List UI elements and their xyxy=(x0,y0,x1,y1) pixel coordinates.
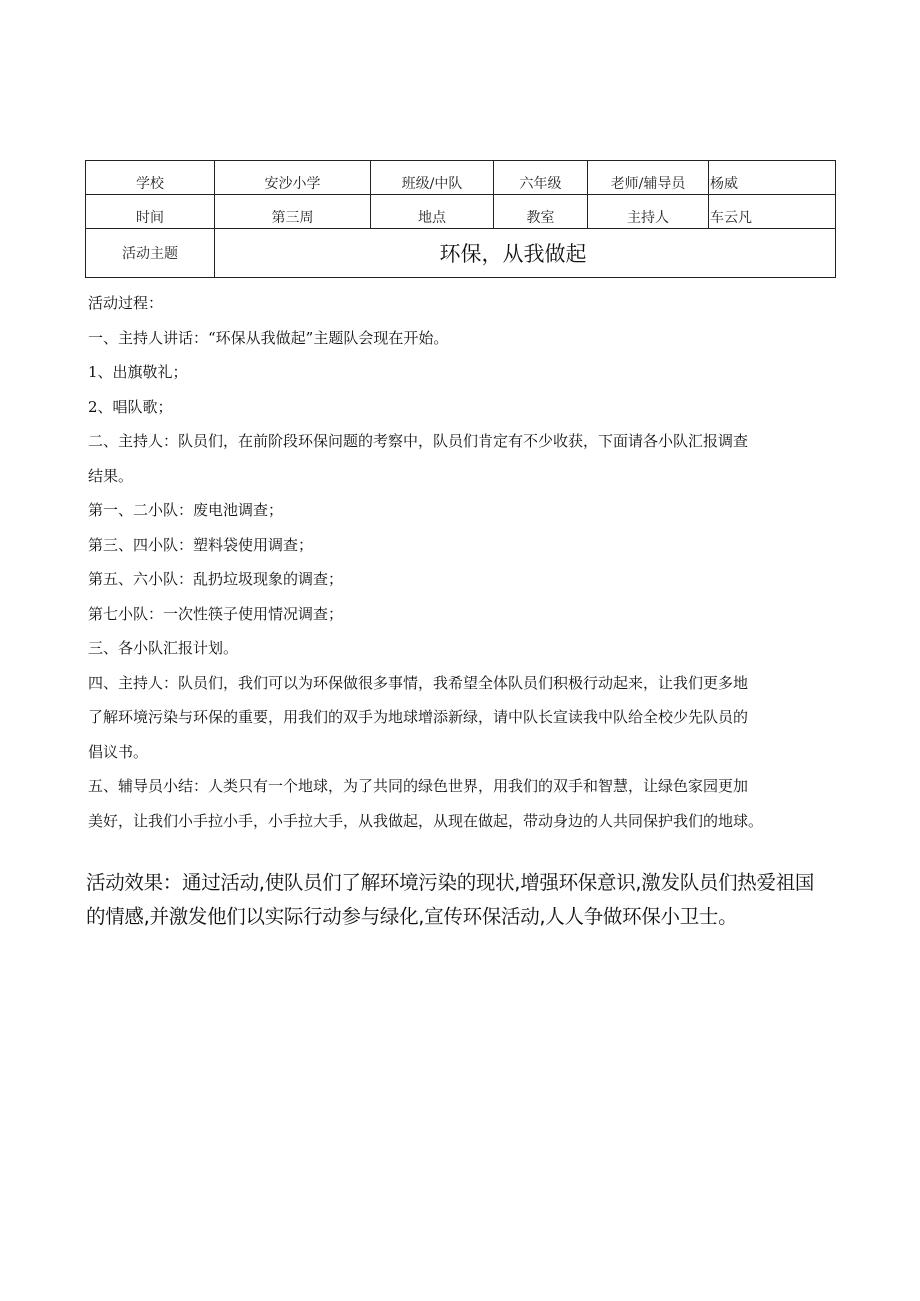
class-label: 班级/中队 xyxy=(371,161,494,195)
process-line: 二、主持人：队员们，在前阶段环保问题的考察中，队员们肯定有不少收获，下面请各小队汇报调查 xyxy=(88,432,749,450)
class-value: 六年级 xyxy=(494,161,588,195)
process-line: 四、主持人：队员们，我们可以为环保做很多事情，我希望全体队员们积极行动起来，让我们更多地 xyxy=(88,673,749,692)
place-value: 教室 xyxy=(494,195,588,229)
process-line: 五、辅导员小结：人类只有一个地球，为了共同的绿色世界，用我们的双手和智慧，让绿色家园更加 xyxy=(88,777,749,795)
process-line: 了解环境污染与环保的重要，用我们的双手为地球增添新绿，请中队长宣读我中队给全校少先队员的 xyxy=(88,708,749,726)
school-value: 安沙小学 xyxy=(215,161,371,195)
host-label: 主持人 xyxy=(588,195,709,229)
time-value: 第三周 xyxy=(215,195,371,229)
process-line: 第一、二小队：废电池调查； xyxy=(88,501,284,519)
process-line: 第七小队：一次性筷子使用情况调查； xyxy=(88,604,344,623)
theme-label: 活动主题 xyxy=(86,229,215,278)
process-line: 1、出旗敬礼； xyxy=(88,363,188,381)
process-line: 第五、六小队：乱扔垃圾现象的调查； xyxy=(88,570,344,588)
place-label: 地点 xyxy=(371,195,494,229)
host-value: 车云凡 xyxy=(709,195,836,229)
table-row xyxy=(86,195,836,229)
table-row xyxy=(86,161,836,195)
activity-process xyxy=(88,286,858,838)
process-line: 结果。 xyxy=(88,466,134,485)
effect-line: 的情感,并激发他们以实际行动参与绿化,宣传环保活动,人人争做环保小卫士。 xyxy=(86,905,738,928)
process-line: 2、唱队歌； xyxy=(88,397,173,416)
process-line: 美好，让我们小手拉小手，小手拉大手，从我做起，从现在做起，带动身边的人共同保护我们的地球。 xyxy=(88,811,764,830)
time-label: 时间 xyxy=(86,195,215,229)
process-line: 第三、四小队：塑料袋使用调查； xyxy=(88,535,314,554)
school-label: 学校 xyxy=(86,161,215,195)
theme-value-cell xyxy=(215,229,836,278)
teacher-value: 杨威 xyxy=(709,161,836,195)
teacher-label: 老师/辅导员 xyxy=(588,161,709,195)
theme-value: 环保，从我做起 xyxy=(439,242,587,266)
table-row xyxy=(86,229,836,278)
activity-info-table xyxy=(85,160,836,278)
process-heading: 活动过程： xyxy=(88,294,164,312)
effect-line: 活动效果：通过活动,使队员们了解环境污染的现状,增强环保意识,激发队员们热爱祖国 xyxy=(86,871,815,894)
activity-effect xyxy=(86,866,866,934)
process-line: 一、主持人讲话：“环保从我做起”主题队会现在开始。 xyxy=(88,328,449,347)
process-line: 倡议书。 xyxy=(88,742,149,761)
process-line: 三、各小队汇报计划。 xyxy=(88,639,239,657)
